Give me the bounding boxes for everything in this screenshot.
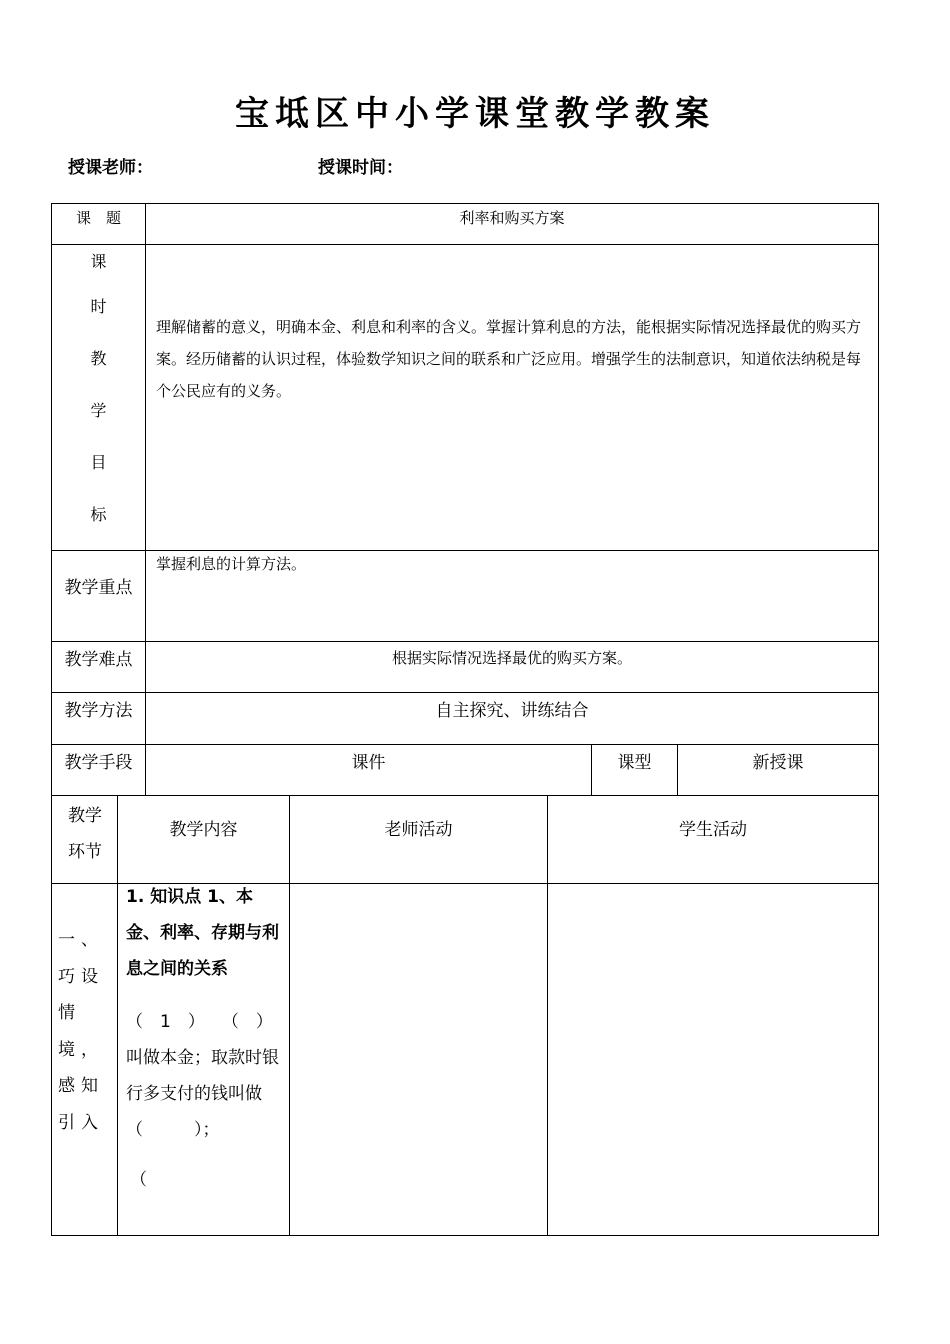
objectives-label: 课 时 教 学 目 标 — [90, 252, 107, 524]
topic-label: 课 题 — [75, 209, 121, 227]
content-1-heading: 1. 知识点 1、本金、利率、存期与利息之间的关系 — [126, 887, 279, 979]
objectives-text: 理解储蓄的意义，明确本金、利息和利率的含义。掌握计算利息的方法，能根据实际情况选择最优的购买方案。经历储蓄的认识过程，体验数学知识之间的联系和广泛应用。增强学生的法制意识，知道依法纳税是每个公民应有的义务。 — [156, 318, 862, 400]
content-1-body: （ 1 ） （ ）叫做本金；取款时银行多支付的钱叫做（ ）； — [126, 1012, 279, 1140]
method-label: 教学方法 — [64, 701, 133, 721]
topic-value: 利率和购买方案 — [459, 209, 565, 227]
header-stage: 教学环节 — [68, 806, 102, 862]
time-label: 授课时间： — [318, 158, 403, 178]
key-value: 掌握利息的计算方法。 — [156, 555, 307, 573]
header-teacher: 老师活动 — [384, 820, 453, 840]
difficulty-value: 根据实际情况选择最优的购买方案。 — [391, 649, 632, 667]
header-content: 教学内容 — [169, 820, 238, 840]
type-label: 课型 — [617, 753, 652, 773]
method-value: 自主探究、讲练结合 — [435, 701, 589, 721]
type-value: 新授课 — [752, 753, 804, 773]
stage-1: 一、巧设情境，感知引入 — [58, 930, 104, 1133]
teacher-label: 授课老师： — [68, 158, 153, 178]
difficulty-label: 教学难点 — [64, 650, 133, 670]
header-student: 学生活动 — [679, 820, 747, 840]
page-title: 宝坻区中小学课堂教学教案 — [235, 94, 715, 134]
means-value: 课件 — [351, 753, 386, 773]
content-1-tail: （ — [130, 1170, 147, 1190]
key-label: 教学重点 — [64, 578, 133, 598]
means-label: 教学手段 — [64, 753, 133, 773]
